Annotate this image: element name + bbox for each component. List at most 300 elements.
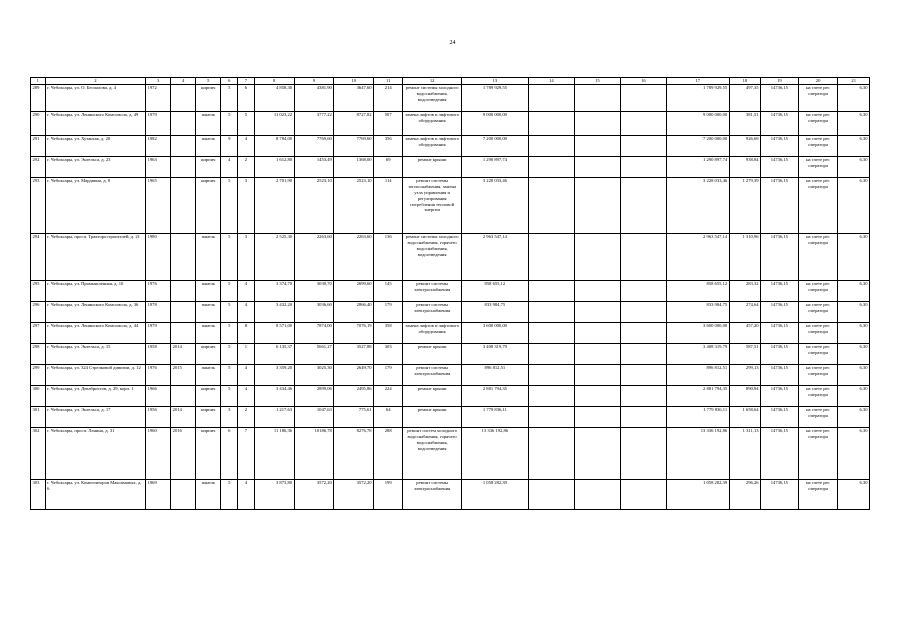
table-cell-col-7: 4 [238,386,255,407]
table-cell-col-17: 3 228 033,46 [666,178,729,234]
table-cell-col-10: 3527,88 [334,344,374,365]
table-cell-col-7: 1 [238,344,255,365]
table-cell-col-5: кирпич [196,428,221,480]
table-cell-col-1: 301 [31,407,46,428]
table-cell-col-2: г. Чебоксары, ул. Ленинского Комсомола, д. 36 [45,302,145,323]
table-cell-col-13: 896 812,51 [461,365,528,386]
table-cell-col-17: 896 812,51 [666,365,729,386]
table-cell-col-9: 3572,20 [294,480,334,510]
table-cell-col-12: ремонт крыши [403,344,462,365]
table-cell-col-11: 114 [374,178,403,234]
column-number: 14 [528,78,574,85]
table-cell-col-19: 14736,15 [761,344,799,365]
column-number: 19 [761,78,799,85]
table-cell-col-9: 2523,10 [294,178,334,234]
table-cell-col-9: 3030,70 [294,281,334,302]
table-cell-col-14 [528,302,574,323]
table-cell-col-12: замена лифтов и лифтового оборудования [403,136,462,157]
table-cell-col-4 [171,178,196,234]
table-cell-col-2: г. Чебоксары, ул. Мардвина, д. 8 [45,178,145,234]
column-number: 3 [146,78,171,85]
table-cell-col-1: 295 [31,281,46,302]
table-cell-col-7: 3 [238,234,255,281]
table-cell-col-15 [574,112,620,136]
table-cell-col-17: 1 779 836,11 [666,407,729,428]
table-cell-col-20: на счете рег. оператора [798,85,838,112]
table-cell-col-12: ремонт системы электроснабжения [403,480,462,510]
table-cell-col-19: 14736,15 [761,85,799,112]
table-cell-col-10: 7769,60 [334,136,374,157]
table-cell-col-4 [171,136,196,157]
table-cell-col-16 [620,85,666,112]
table-cell-col-15 [574,178,620,234]
table-cell-col-21: 6,30 [838,136,870,157]
table-cell-col-7: 2 [238,407,255,428]
table-cell-col-4 [171,157,196,178]
table-cell-col-20: на счете рег. оператора [798,386,838,407]
table-cell-col-19: 14736,15 [761,178,799,234]
table-cell-col-19: 14736,15 [761,136,799,157]
table-cell-col-12: ремонт крыши [403,407,462,428]
table-cell-col-18: 890,94 [729,386,760,407]
table-row [31,323,870,344]
table-cell-col-17: 1 789 929,55 [666,85,729,112]
table-cell-col-1: 296 [31,302,46,323]
table-cell-col-11: 179 [374,365,403,386]
table-cell-col-18: 587,51 [729,344,760,365]
table-cell-col-11: 136 [374,234,403,281]
table-cell-col-10: 7076,19 [334,323,374,344]
table-cell-col-15 [574,344,620,365]
table-row [31,178,870,234]
table-cell-col-17: 833 984,75 [666,302,729,323]
table-cell-col-10: 8276,78 [334,428,374,480]
table-cell-col-21: 6,30 [838,302,870,323]
table-cell-col-4 [171,234,196,281]
table-cell-col-14 [528,136,574,157]
table-cell-col-5: панель [196,112,221,136]
table-cell-col-6: 5 [221,344,238,365]
table-cell-col-21: 6,30 [838,365,870,386]
table-cell-col-7: 4 [238,136,255,157]
table-cell-col-19: 14736,15 [761,112,799,136]
table-cell-col-12: ремонт системы электроснабжения [403,281,462,302]
table-cell-col-5: кирпич [196,344,221,365]
table-cell-col-21: 6,30 [838,386,870,407]
table-cell-col-15 [574,386,620,407]
table-cell-col-18: 299,13 [729,365,760,386]
table-cell-col-12: замена лифтов и лифтового оборудования [403,323,462,344]
table-cell-col-14 [528,112,574,136]
table-cell-col-12: ремонт системы электроснабжения [403,365,462,386]
table-cell-col-2: г. Чебоксары, ул. Ленинского Комсомола, д. 44 [45,323,145,344]
table-cell-col-21: 6,30 [838,344,870,365]
table-cell-col-14 [528,365,574,386]
table-cell-col-18: 1 311,13 [729,428,760,480]
table-cell-col-21: 6,30 [838,323,870,344]
table-cell-col-20: на счете рег. оператора [798,344,838,365]
table-cell-col-21: 6,30 [838,85,870,112]
table-cell-col-13: 1 290 897,74 [461,157,528,178]
table-cell-col-19: 14736,15 [761,365,799,386]
table-cell-col-2: г. Чебоксары, ул. Ленинского Комсомола, д. 49 [45,112,145,136]
table-row [31,302,870,323]
table-cell-col-13: 13 336 192,86 [461,428,528,480]
table-cell-col-16 [620,281,666,302]
table-cell-col-8: 1 217,63 [254,407,294,428]
table-cell-col-14 [528,157,574,178]
table-cell-col-19: 14736,15 [761,428,799,480]
table-cell-col-16 [620,407,666,428]
table-cell-col-13: 2 963 547,14 [461,234,528,281]
table-cell-col-14 [528,480,574,510]
table-cell-col-13: 1 779 836,11 [461,407,528,428]
table-cell-col-14 [528,407,574,428]
table-row [31,157,870,178]
table-cell-col-16 [620,386,666,407]
table-cell-col-3: 1976 [146,281,171,302]
table-cell-col-9: 1453,49 [294,157,334,178]
table-cell-col-4 [171,302,196,323]
table-cell-col-17: 9 000 000,00 [666,112,729,136]
table-cell-col-1: 300 [31,386,46,407]
table-cell-col-2: г. Чебоксары, ул. Энгельса, д. 15 [45,344,145,365]
table-cell-col-3: 1979 [146,323,171,344]
table-cell-col-19: 14736,15 [761,386,799,407]
table-cell-col-20: на счете рег. оператора [798,428,838,480]
table-cell-col-4: 2014 [171,407,196,428]
table-cell-col-18: 1 279,39 [729,178,760,234]
table-cell-col-6: 5 [221,234,238,281]
table-cell-col-17: 1 290 897,74 [666,157,729,178]
table-cell-col-11: 507 [374,112,403,136]
table-cell-col-13: 833 984,75 [461,302,528,323]
column-number: 7 [238,78,255,85]
table-row [31,281,870,302]
table-cell-col-9: 2899,06 [294,386,334,407]
table-cell-col-13: 2 881 794,35 [461,386,528,407]
table-cell-col-11: 288 [374,428,403,480]
table-cell-col-8: 3 374,70 [254,281,294,302]
column-number: 9 [294,78,334,85]
table-cell-col-9: 3025,30 [294,365,334,386]
table-cell-col-17: 858 655,12 [666,281,729,302]
table-cell-col-7: 3 [238,178,255,234]
table-cell-col-4 [171,386,196,407]
table-cell-col-13: 1 058 282,39 [461,480,528,510]
table-cell-col-17: 2 881 794,35 [666,386,729,407]
table-cell-col-17: 13 336 192,86 [666,428,729,480]
table-cell-col-11: 69 [374,157,403,178]
table-cell-col-1: 303 [31,480,46,510]
table-cell-col-19: 14736,15 [761,157,799,178]
table-cell-col-7: 4 [238,281,255,302]
table-cell-col-17: 7 200 000,00 [666,136,729,157]
table-row [31,480,870,510]
table-cell-col-5: кирпич [196,178,221,234]
table-cell-col-2: г. Чебоксары, ул. Декабристов, д. 29, корп. 1 [45,386,145,407]
table-cell-col-8: 3 873,80 [254,480,294,510]
table-cell-col-14 [528,323,574,344]
column-number: 21 [838,78,870,85]
table-row [31,386,870,407]
column-number: 13 [461,78,528,85]
table-cell-col-17: 2 963 547,14 [666,234,729,281]
table-cell-col-18: 283,32 [729,281,760,302]
table-cell-col-4 [171,112,196,136]
column-number: 5 [196,78,221,85]
table-cell-col-20: на счете рег. оператора [798,234,838,281]
table-cell-col-18: 296,26 [729,480,760,510]
table-cell-col-13: 1 789 929,55 [461,85,528,112]
table-cell-col-14 [528,178,574,234]
table-cell-col-6: 4 [221,157,238,178]
table-cell-col-6: 5 [221,365,238,386]
table-cell-col-20: на счете рег. оператора [798,480,838,510]
table-cell-col-18: 497,35 [729,85,760,112]
table-cell-col-11: 356 [374,136,403,157]
table-cell-col-2: г. Чебоксары, ул. О. Беспалова, д. 4 [45,85,145,112]
table-cell-col-2: г. Чебоксары, ул. Промышленная, д. 10 [45,281,145,302]
table-cell-col-3: 1980 [146,234,171,281]
table-cell-col-4: 2014 [171,344,196,365]
table-cell-col-9: 7769,60 [294,136,334,157]
table-cell-col-19: 14736,15 [761,407,799,428]
table-cell-col-6: 5 [221,386,238,407]
table-cell-col-21: 6,30 [838,428,870,480]
table-cell-col-3: 1965 [146,178,171,234]
table-cell-col-5: панель [196,281,221,302]
table-cell-col-6: 6 [221,428,238,480]
table-cell-col-10: 2523,10 [334,178,374,234]
table-cell-col-1: 294 [31,234,46,281]
column-number: 2 [45,78,145,85]
table-cell-col-6: 5 [221,112,238,136]
column-number: 10 [334,78,374,85]
table-cell-col-4: 2015 [171,365,196,386]
table-cell-col-1: 299 [31,365,46,386]
table-cell-col-16 [620,365,666,386]
table-cell-col-14 [528,85,574,112]
table-cell-col-8: 8 571,00 [254,323,294,344]
table-cell-col-2: г. Чебоксары, ул. Композиторов Максимовых, д. 6 [45,480,145,510]
table-cell-col-1: 302 [31,428,46,480]
table-cell-col-3: 1963 [146,157,171,178]
column-number: 18 [729,78,760,85]
table-cell-col-11: 358 [374,323,403,344]
column-number: 8 [254,78,294,85]
table-cell-col-11: 303 [374,344,403,365]
table-cell-col-20: на счете рег. оператора [798,365,838,386]
table-cell-col-19: 14736,15 [761,281,799,302]
table-cell-col-16 [620,178,666,234]
table-cell-col-8: 2 701,90 [254,178,294,234]
table-row [31,85,870,112]
table-cell-col-6: 5 [221,302,238,323]
table-cell-col-14 [528,386,574,407]
column-number: 16 [620,78,666,85]
table-cell-col-13: 3 408 319,79 [461,344,528,365]
table-cell-col-21: 6,30 [838,407,870,428]
table-cell-col-11: 199 [374,480,403,510]
column-number: 11 [374,78,403,85]
table-cell-col-10: 2495,86 [334,386,374,407]
table-cell-col-9: 3777,22 [294,112,334,136]
table-cell-col-3: 1956 [146,407,171,428]
table-cell-col-5: панель [196,136,221,157]
table-cell-col-4 [171,323,196,344]
register-table [30,77,870,510]
table-cell-col-15 [574,428,620,480]
table-row [31,136,870,157]
table-cell-col-1: 290 [31,112,46,136]
table-cell-col-9: 2263,60 [294,234,334,281]
column-number: 4 [171,78,196,85]
table-cell-col-7: 8 [238,323,255,344]
table-cell-col-11: 179 [374,302,403,323]
table-cell-col-6: 5 [221,480,238,510]
table-cell-col-6: 9 [221,136,238,157]
table-cell-col-15 [574,157,620,178]
table-cell-col-20: на счете рег. оператора [798,281,838,302]
table-cell-col-9: 3036,60 [294,302,334,323]
table-cell-col-19: 14736,15 [761,234,799,281]
table-cell-col-2: г. Чебоксары, ул. Энгельса, д. 17 [45,407,145,428]
table-cell-col-12: ремонт системы электроснабжения [403,302,462,323]
table-cell-col-2: г. Чебоксары, просп. Тракторостроителей, д. 21 [45,234,145,281]
table-cell-col-19: 14736,15 [761,302,799,323]
table-cell-col-7: 4 [238,365,255,386]
table-cell-col-16 [620,480,666,510]
table-cell-col-10: 2866,40 [334,302,374,323]
column-number: 17 [666,78,729,85]
table-cell-col-1: 298 [31,344,46,365]
table-cell-col-20: на счете рег. оператора [798,157,838,178]
table-cell-col-3: 1979 [146,112,171,136]
table-cell-col-12: ремонт системы холодного водоснабжения, водоотведения [403,85,462,112]
table-cell-col-9: 1047,63 [294,407,334,428]
table-cell-col-9: 4381,90 [294,85,334,112]
table-cell-col-14 [528,234,574,281]
column-number: 20 [798,78,838,85]
page-number: 24 [449,40,456,46]
table-cell-col-4 [171,281,196,302]
table-cell-col-16 [620,136,666,157]
table-cell-col-16 [620,234,666,281]
table-cell-col-21: 6,30 [838,234,870,281]
column-number-row [31,78,870,85]
table-cell-col-13: 7 200 000,00 [461,136,528,157]
table-cell-col-3: 1960 [146,428,171,480]
table-cell-col-4 [171,85,196,112]
table-cell-col-10: 775,61 [334,407,374,428]
table-cell-col-6: 5 [221,85,238,112]
table-cell-col-9: 5661,27 [294,344,334,365]
table-cell-col-7: 2 [238,157,255,178]
table-cell-col-5: панель [196,302,221,323]
table-cell-col-8: 3 432,20 [254,302,294,323]
table-cell-col-16 [620,157,666,178]
table-cell-col-12: ремонт систем холодного водоснабжения, горячего водоснабжения, водоотведения [403,428,462,480]
table-cell-col-8: 8 784,00 [254,136,294,157]
table-cell-col-15 [574,302,620,323]
table-cell-col-5: панель [196,365,221,386]
table-cell-col-8: 11 186,36 [254,428,294,480]
table-cell-col-10: 3572,20 [334,480,374,510]
table-cell-col-3: 1969 [146,480,171,510]
table-cell-col-7: 6 [238,85,255,112]
table-cell-col-19: 14736,15 [761,480,799,510]
table-cell-col-3: 1978 [146,302,171,323]
table-cell-col-12: ремонт крыши [403,386,462,407]
table-cell-col-8: 11 023,22 [254,112,294,136]
column-number: 15 [574,78,620,85]
table-cell-col-10: 2649,70 [334,365,374,386]
table-cell-col-2: г. Чебоксары, ул. Хузангая, д. 20 [45,136,145,157]
table-cell-col-15 [574,365,620,386]
table-cell-col-21: 6,30 [838,157,870,178]
table-cell-col-21: 6,30 [838,281,870,302]
table-cell-col-16 [620,112,666,136]
table-cell-col-10: 3647,60 [334,85,374,112]
table-cell-col-1: 289 [31,85,46,112]
table-cell-col-18: 381,51 [729,112,760,136]
table-cell-col-10: 2263,60 [334,234,374,281]
table-cell-col-18: 1 310,96 [729,234,760,281]
table-row [31,428,870,480]
table-cell-col-7: 5 [238,112,255,136]
table-cell-col-20: на счете рег. оператора [798,112,838,136]
table-cell-col-7: 7 [238,428,255,480]
table-row [31,365,870,386]
table-cell-col-4 [171,480,196,510]
table-cell-col-10: 8727,82 [334,112,374,136]
table-cell-col-13: 3 600 000,00 [461,323,528,344]
table-cell-col-17: 3 600 000,00 [666,323,729,344]
table-cell-col-1: 293 [31,178,46,234]
table-cell-col-10: 2699,60 [334,281,374,302]
table-cell-col-18: 1 658,64 [729,407,760,428]
table-cell-col-14 [528,344,574,365]
table-row [31,344,870,365]
table-cell-col-6: 3 [221,407,238,428]
table-cell-col-13: 3 228 033,46 [461,178,528,234]
table-cell-col-21: 6,30 [838,178,870,234]
table-cell-col-20: на счете рег. оператора [798,302,838,323]
table-cell-col-5: панель [196,480,221,510]
table-cell-col-8: 2 525,30 [254,234,294,281]
table-cell-col-18: 274,64 [729,302,760,323]
table-cell-col-10: 1368,00 [334,157,374,178]
table-cell-col-4: 2016 [171,428,196,480]
table-cell-col-2: г. Чебоксары, ул. 324 Стрелковой дивизии, д. 12 [45,365,145,386]
table-cell-col-3: 1982 [146,136,171,157]
table-cell-col-15 [574,281,620,302]
table-cell-col-18: 457,20 [729,323,760,344]
table-cell-col-3: 1958 [146,344,171,365]
table-cell-col-3: 1976 [146,365,171,386]
table-cell-col-15 [574,407,620,428]
table-cell-col-12: замена лифтов и лифтового оборудования [403,112,462,136]
table-cell-col-16 [620,344,666,365]
table-cell-col-13: 9 000 000,00 [461,112,528,136]
table-cell-col-15 [574,136,620,157]
table-row [31,112,870,136]
table-cell-col-14 [528,428,574,480]
table-cell-col-9: 7874,00 [294,323,334,344]
table-cell-col-16 [620,428,666,480]
table-cell-col-1: 291 [31,136,46,157]
